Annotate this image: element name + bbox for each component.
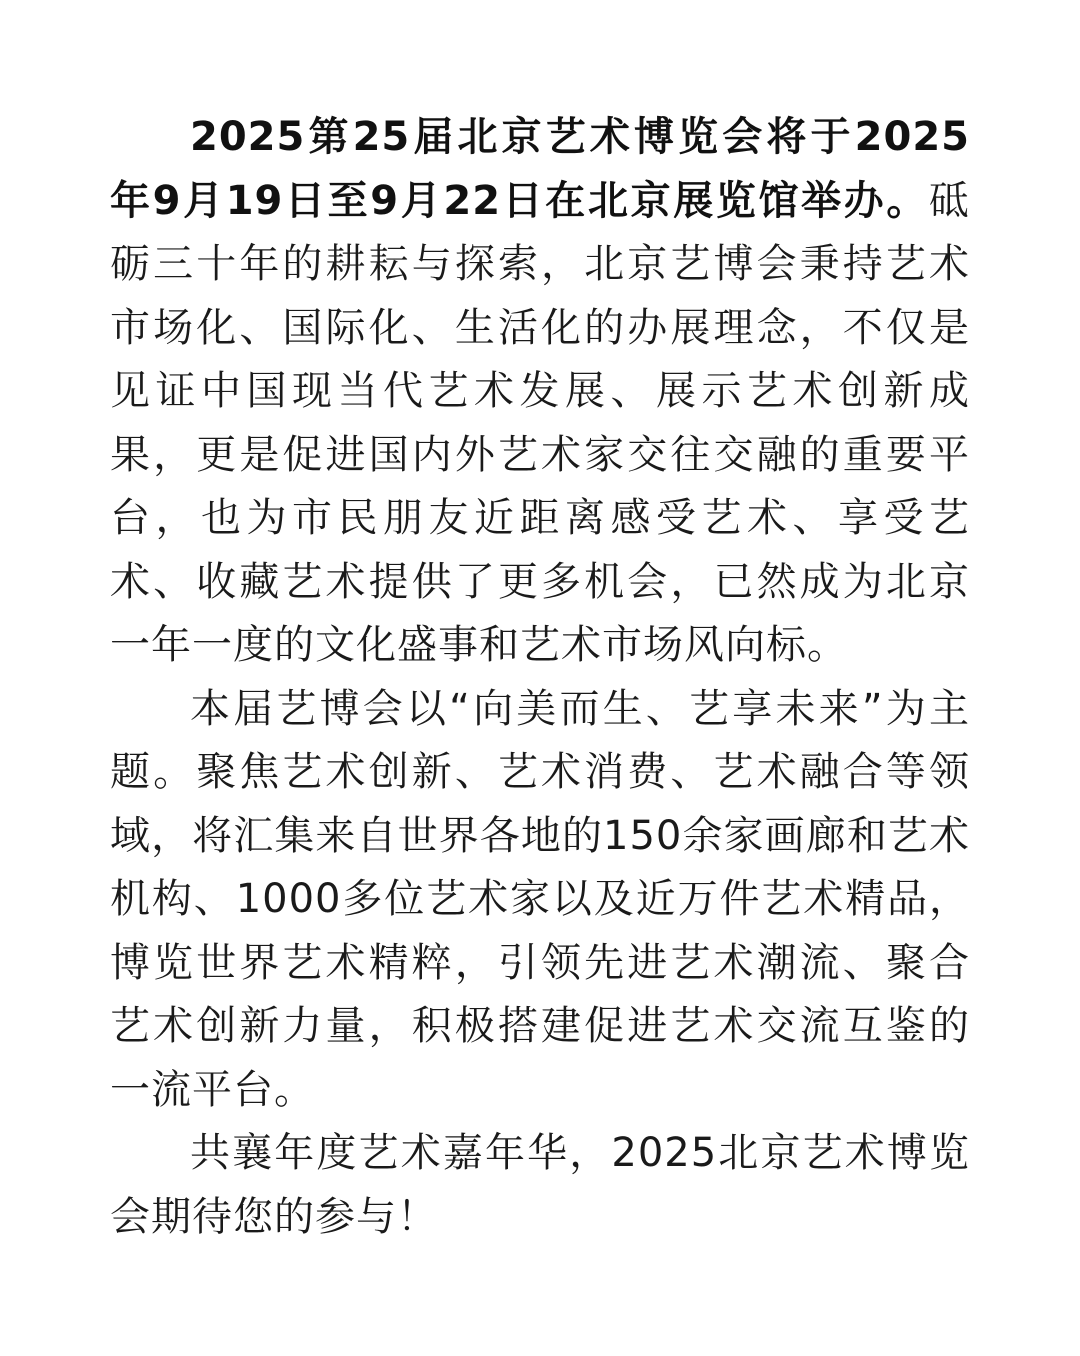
paragraph-intro	[110, 106, 970, 678]
paragraph-closing: 共襄年度艺术嘉年华，2025北京艺术博览会期待您的参与！	[110, 1130, 970, 1240]
article-body	[110, 106, 970, 1249]
paragraph-theme: 本届艺博会以“向美而生、艺享未来”为主题。聚焦艺术创新、艺术消费、艺术融合等领域，将汇集来自世界各地的150余家画廊和艺术机构、1000多位艺术家以及近万件艺术精品，博览世界艺术精粹，引领先进艺术潮流、聚合艺术创新力量，积极搭建促进艺术交流互鉴的一流平台。	[110, 685, 970, 1113]
event-announcement-lead: 2025第25届北京艺术博览会将于2025年9月19日至9月22日在北京展览馆举办。	[110, 114, 970, 224]
paragraph-intro-text: 砥砺三十年的耕耘与探索，北京艺博会秉持艺术市场化、国际化、生活化的办展理念，不仅是见证中国现当代艺术发展、展示艺术创新成果，更是促进国内外艺术家交往交融的重要平台，也为市民朋友近距离感受艺术、享受艺术、收藏艺术提供了更多机会，已然成为北京一年一度的文化盛事和艺术市场风向标。	[110, 177, 970, 668]
